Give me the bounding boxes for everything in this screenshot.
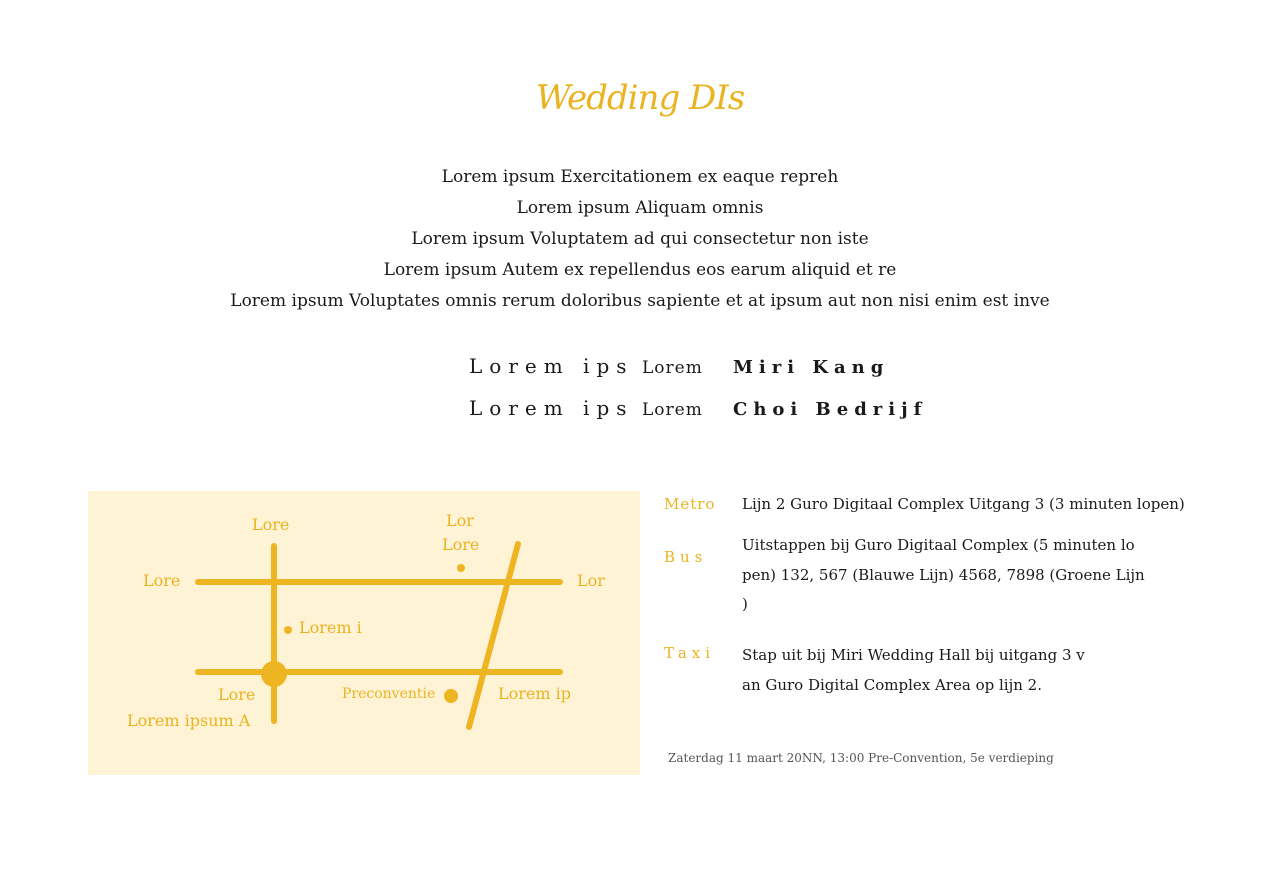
bus-text (742, 531, 1162, 620)
map-label: Lor (446, 511, 474, 530)
bus-text-line: ) (742, 595, 748, 613)
bride-row (0, 396, 1280, 436)
bus-text-line: pen) 132, 567 (Blauwe Lijn) 4568, 7898 (Groene Lijn (742, 565, 1145, 584)
bus-label: Bus (664, 548, 708, 566)
map-label: Lore (218, 685, 256, 704)
junction-marker (261, 661, 287, 687)
map-label: Lorem ipsum A (127, 711, 251, 730)
metro-label: Metro (664, 495, 716, 513)
event-schedule: Zaterdag 11 maart 20NN, 13:00 Pre-Convention, 5e verdieping (668, 751, 1054, 765)
groom-row (0, 354, 1280, 394)
bus-text-line: Uitstappen bij Guro Digitaal Complex (5 minuten lo (742, 536, 1135, 554)
person-name: Miri Kang (733, 357, 890, 378)
intro-line: Lorem ipsum Voluptatem ad qui consectetur non iste (411, 229, 869, 249)
venue-label: Preconventie (342, 686, 436, 702)
intro-line: Lorem ipsum Voluptates omnis rerum doloribus sapiente et at ipsum aut non nisi enim est inve (230, 291, 1050, 311)
map-label: Lore (442, 535, 480, 554)
person-relation: Lorem (642, 400, 703, 420)
metro-text: Lijn 2 Guro Digitaal Complex Uitgang 3 (3 minuten lopen) (742, 495, 1185, 513)
intro-line: Lorem ipsum Exercitationem ex eaque repreh (441, 167, 839, 187)
person-role: Lorem ips (469, 354, 634, 378)
map-label: Lore (252, 515, 290, 534)
person-relation: Lorem (642, 358, 703, 378)
intro-line: Lorem ipsum Aliquam omnis (516, 198, 764, 218)
map-label: Lorem i (299, 618, 362, 637)
map-roads (88, 491, 640, 775)
map-label: Lorem ip (498, 684, 571, 703)
taxi-text (742, 641, 1162, 700)
location-map[interactable] (88, 491, 640, 775)
page-title: Wedding DIs (535, 78, 745, 118)
person-role: Lorem ips (469, 396, 634, 420)
taxi-text-line: an Guro Digital Complex Area op lijn 2. (742, 675, 1042, 694)
map-label: Lor (577, 571, 605, 590)
person-name: Choi Bedrijf (733, 399, 928, 420)
taxi-text-line: Stap uit bij Miri Wedding Hall bij uitgang 3 v (742, 646, 1085, 664)
poi-marker (284, 626, 292, 634)
map-label: Lore (143, 571, 181, 590)
venue-marker (444, 689, 458, 703)
intro-line: Lorem ipsum Autem ex repellendus eos earum aliquid et re (383, 260, 897, 280)
intro-text (0, 162, 1280, 317)
taxi-label: Taxi (664, 644, 716, 662)
poi-marker (457, 564, 465, 572)
